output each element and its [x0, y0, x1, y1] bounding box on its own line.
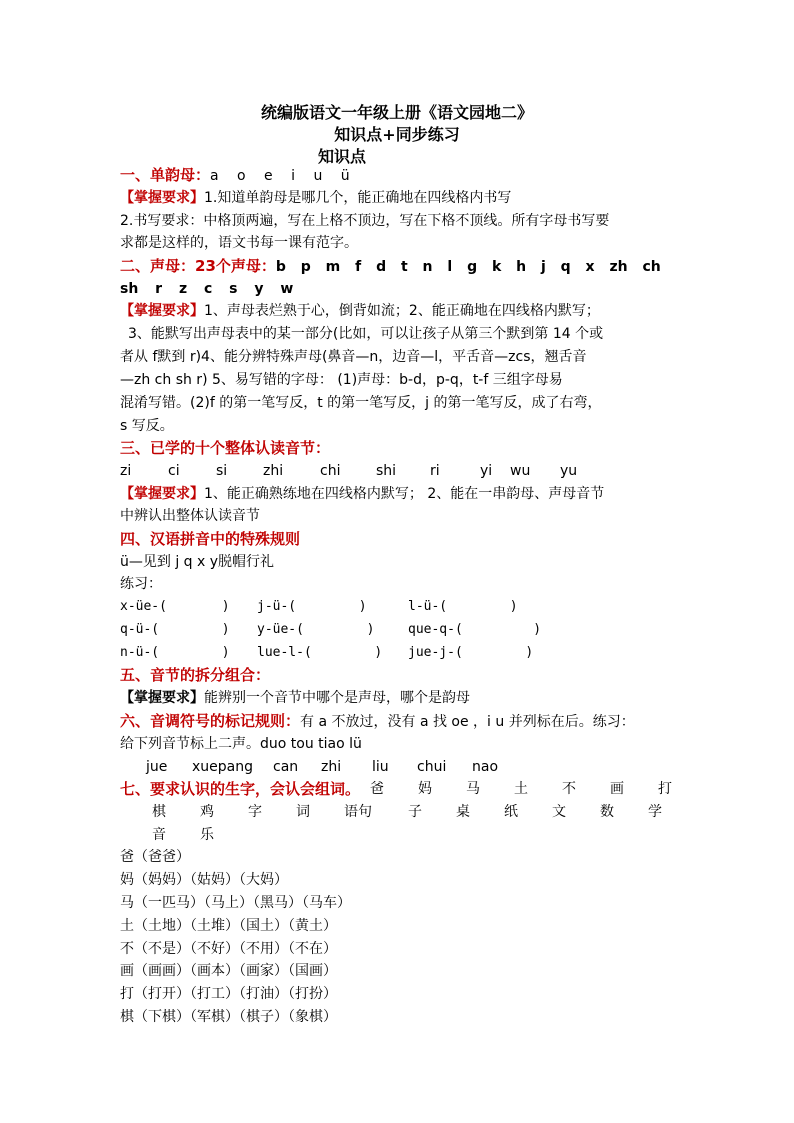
s3-requirement-cont: 中辨认出整体认读音节 [120, 508, 260, 524]
syllable: liu [372, 759, 389, 775]
char: 鸡 [200, 804, 214, 820]
char: 语句 [344, 804, 372, 820]
syllable: zhi [263, 463, 284, 479]
word-line: 马（一匹马）（马上）（黑马）（马车） [120, 895, 351, 911]
char: 棋 [152, 804, 166, 820]
requirement-label: 【掌握要求】 [120, 486, 204, 502]
s5-requirement [120, 688, 680, 708]
practice-item: x-üe-( ) [120, 599, 230, 614]
practice-item: y-üe-( ) [257, 622, 375, 637]
practice-item: que-q-( ) [408, 622, 542, 637]
char: 画 [610, 781, 624, 797]
syllable: zhi [321, 759, 342, 775]
char: 纸 [504, 804, 518, 820]
section-5-heading: 五、音节的拆分组合： [120, 666, 271, 684]
section-7-heading: 七、要求认识的生字，会认会组词。 [120, 780, 361, 798]
char: 爸 [370, 781, 384, 797]
practice-item: jue-j-( ) [408, 645, 534, 660]
section-6 [120, 711, 680, 732]
practice-label: 练习： [120, 576, 162, 592]
word-line: 打（打开）（打工）（打油）（打扮） [120, 986, 337, 1002]
syllable: yu [560, 463, 578, 479]
syllable: chi [320, 463, 341, 479]
word-line: 棋（下棋）（军棋）（棋子）（象棋） [120, 1009, 337, 1025]
syllable: chui [417, 759, 447, 775]
tone-rule: 有 a 不放过，没有 a 找 oe ，i u 并列标在后。练习： [300, 714, 635, 730]
requirement-text: 1、能正确熟练地在四线格内默写； 2、能在一串韵母、声母音节 [204, 486, 605, 502]
s2-line: 者从 f默到 r)4、能分辨特殊声母(鼻音—n，边音—l，平舌音—zcs，翘舌音 [120, 349, 587, 365]
requirement-label: 【掌握要求】 [120, 690, 204, 706]
s2-line: 3、能默写出声母表中的某一部分(比如，可以让孩子从第三个默到第 14 个或 [128, 326, 604, 342]
section-4-heading: 四、汉语拼音中的特殊规则 [120, 530, 301, 548]
section-2 [120, 256, 680, 277]
char: 字 [248, 804, 262, 820]
requirement-text: 1、声母表烂熟于心，倒背如流；2、能正确地在四线格内默写； [204, 303, 600, 319]
s2-line: 混淆写错。(2)f 的第一笔写反，t 的第一笔写反，j 的第一笔写反，成了右弯， [120, 395, 602, 411]
requirement-text: 1.知道单韵母是哪几个，能正确地在四线格内书写 [204, 190, 512, 206]
char: 词 [296, 804, 310, 820]
char: 不 [562, 781, 576, 797]
initials-list-cont: sh r z c s y w [120, 281, 294, 297]
section-3-heading: 三、已学的十个整体认读音节： [120, 439, 331, 457]
char: 打 [658, 781, 672, 797]
section-2-heading: 二、声母：23个声母： [120, 257, 276, 275]
s2-line: —zh ch sh r) 5、易写错的字母： (1)声母：b-d，p-q，t-f 三组字母易 [120, 372, 563, 388]
section-title-knowledge: 知识点 [317, 147, 366, 166]
char: 乐 [200, 827, 214, 843]
practice-item: q-ü-( ) [120, 622, 230, 637]
syllable: wu [510, 463, 531, 479]
word-line: 画（画画）（画本）（画家）（国画） [120, 963, 337, 979]
practice-item: j-ü-( ) [257, 599, 367, 614]
s1-paragraph-line: 2.书写要求：中格顶两遍，写在上格不顶边，写在下格不顶线。所有字母书写要 [120, 213, 610, 229]
s2-requirement [120, 301, 680, 321]
syllable: shi [376, 463, 397, 479]
char: 音 [152, 827, 166, 843]
section-6-heading: 六、音调符号的标记规则： [120, 712, 301, 730]
doc-subtitle: 知识点+同步练习 [334, 125, 460, 144]
u-rule: ü—见到 j q x y脱帽行礼 [120, 554, 275, 570]
char: 马 [466, 781, 480, 797]
word-line: 不（不是）（不好）（不用）（不在） [120, 941, 337, 957]
char: 文 [552, 804, 566, 820]
practice-item: l-ü-( ) [408, 599, 518, 614]
section-1 [120, 165, 680, 186]
s2-line: s 写反。 [120, 418, 174, 434]
requirement-text: 能辨别一个音节中哪个是声母，哪个是韵母 [204, 690, 470, 706]
s3-requirement [120, 484, 680, 504]
s1-requirement [120, 188, 680, 208]
syllable: nao [472, 759, 499, 775]
word-line: 爸（爸爸） [120, 849, 190, 865]
char: 学 [648, 804, 662, 820]
tone-practice: 给下列音节标上二声。duo tou tiao lü [120, 736, 362, 752]
word-line: 土（土地）（土堆）（国土）（黄土） [120, 918, 337, 934]
section-7 [120, 779, 680, 800]
doc-title: 统编版语文一年级上册《语文园地二》 [260, 103, 533, 122]
syllable: ci [168, 463, 180, 479]
initials-list: b p m f d t n l g k h j q x zh ch [275, 259, 661, 275]
s1-paragraph-line: 求都是这样的，语文书每一课有范字。 [120, 235, 358, 251]
syllable: jue [146, 759, 168, 775]
requirement-label: 【掌握要求】 [120, 190, 204, 206]
char: 数 [600, 804, 614, 820]
char: 桌 [456, 804, 470, 820]
syllable: si [216, 463, 228, 479]
single-vowels: a o e i u ü [210, 168, 350, 184]
char: 子 [408, 804, 422, 820]
practice-item: lue-l-( ) [257, 645, 383, 660]
requirement-label: 【掌握要求】 [120, 303, 204, 319]
word-line: 妈（妈妈）（姑妈）（大妈） [120, 872, 288, 888]
char: 土 [514, 781, 528, 797]
section-1-heading: 一、单韵母： [120, 166, 211, 184]
syllable: can [273, 759, 299, 775]
syllable: yi [480, 463, 493, 479]
syllable: xuepang [192, 759, 253, 775]
char: 妈 [418, 781, 432, 797]
syllable: ri [430, 463, 440, 479]
syllable: zi [120, 463, 132, 479]
practice-item: n-ü-( ) [120, 645, 230, 660]
